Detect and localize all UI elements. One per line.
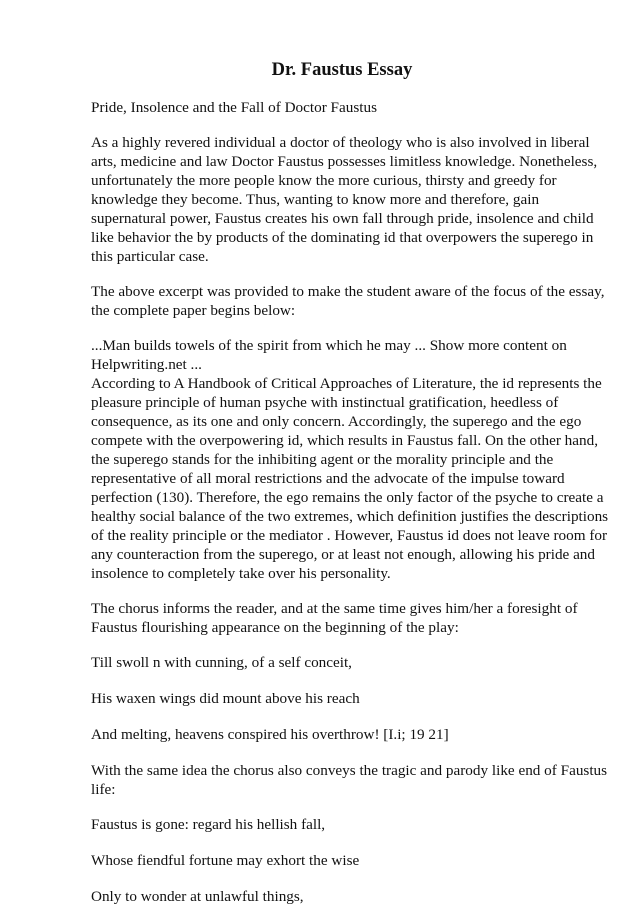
text-line: unfortunately the more people know the more curious, thirsty and greedy for <box>91 172 557 189</box>
essay-subtitle: Pride, Insolence and the Fall of Doctor Faustus <box>91 99 377 116</box>
text-line: insolence to completely take over his personality. <box>91 565 391 582</box>
text-line: consequence, as its one and only concern. Accordingly, the superego and the ego <box>91 413 582 430</box>
excerpt-note-paragraph <box>91 282 605 320</box>
text-line: The chorus informs the reader, and at the same time gives him/her a foresight of <box>91 600 578 617</box>
verse-line: Till swoll n with cunning, of a self conceit, <box>91 654 352 671</box>
text-line: supernatural power, Faustus creates his own fall through pride, insolence and child <box>91 210 594 227</box>
text-line: Faustus flourishing appearance on the beginning of the play: <box>91 619 459 636</box>
text-line: Helpwriting.net ... <box>91 356 202 373</box>
text-line: arts, medicine and law Doctor Faustus possesses limitless knowledge. Nonetheless, <box>91 153 598 170</box>
text-line: According to A Handbook of Critical Approaches of Literature, the id represents the <box>91 375 602 392</box>
text-line: perfection (130). Therefore, the ego remains the only factor of the psyche to create a <box>91 489 604 506</box>
continuation-note <box>91 336 588 374</box>
text-line: ...Man builds towels of the spirit from which he may ... Show more content on <box>91 337 567 354</box>
verse-line: Only to wonder at unlawful things, <box>91 888 304 905</box>
text-line: representative of all moral restrictions and the advocate of the impulse toward <box>91 470 565 487</box>
text-line: With the same idea the chorus also conveys the tragic and parody like end of Faustus <box>91 762 608 779</box>
text-line: the complete paper begins below: <box>91 302 296 319</box>
document-title: Dr. Faustus Essay <box>271 60 413 80</box>
text-line: compete with the overpowering id, which results in Faustus fall. On the other hand, <box>91 432 598 449</box>
text-line: The above excerpt was provided to make the student aware of the focus of the essay, <box>91 283 605 300</box>
body-paragraph <box>91 374 609 583</box>
chorus-intro-paragraph <box>91 599 588 637</box>
text-line: life: <box>91 781 116 798</box>
verse-line: And melting, heavens conspired his overthrow! [I.i; 19 21] <box>91 726 449 743</box>
text-line: like behavior the by products of the dominating id that overpowers the superego in <box>91 229 594 246</box>
text-line: healthy social balance of the two extremes, which definition justifies the descriptions <box>91 508 609 525</box>
text-line: the superego stands for the inhibiting agent or the morality principle and the <box>91 451 554 468</box>
intro-paragraph <box>91 133 598 266</box>
text-line: As a highly revered individual a doctor of theology who is also involved in liberal <box>91 134 590 151</box>
text-line: this particular case. <box>91 248 209 265</box>
verse-line: His waxen wings did mount above his reach <box>91 690 360 707</box>
chorus-end-paragraph <box>91 761 608 799</box>
verse-line: Faustus is gone: regard his hellish fall, <box>91 816 326 833</box>
text-line: pleasure principle of human psyche with instinctual gratification, heedless of <box>91 394 559 411</box>
text-line: knowledge they become. Thus, wanting to know more and therefore, gain <box>91 191 540 208</box>
verse-line: Whose fiendful fortune may exhort the wise <box>91 852 360 869</box>
text-line: any counteraction from the superego, or at least not enough, allowing his pride and <box>91 546 595 563</box>
text-line: of the reality principle or the mediator . However, Faustus id does not leave room for <box>91 527 608 544</box>
